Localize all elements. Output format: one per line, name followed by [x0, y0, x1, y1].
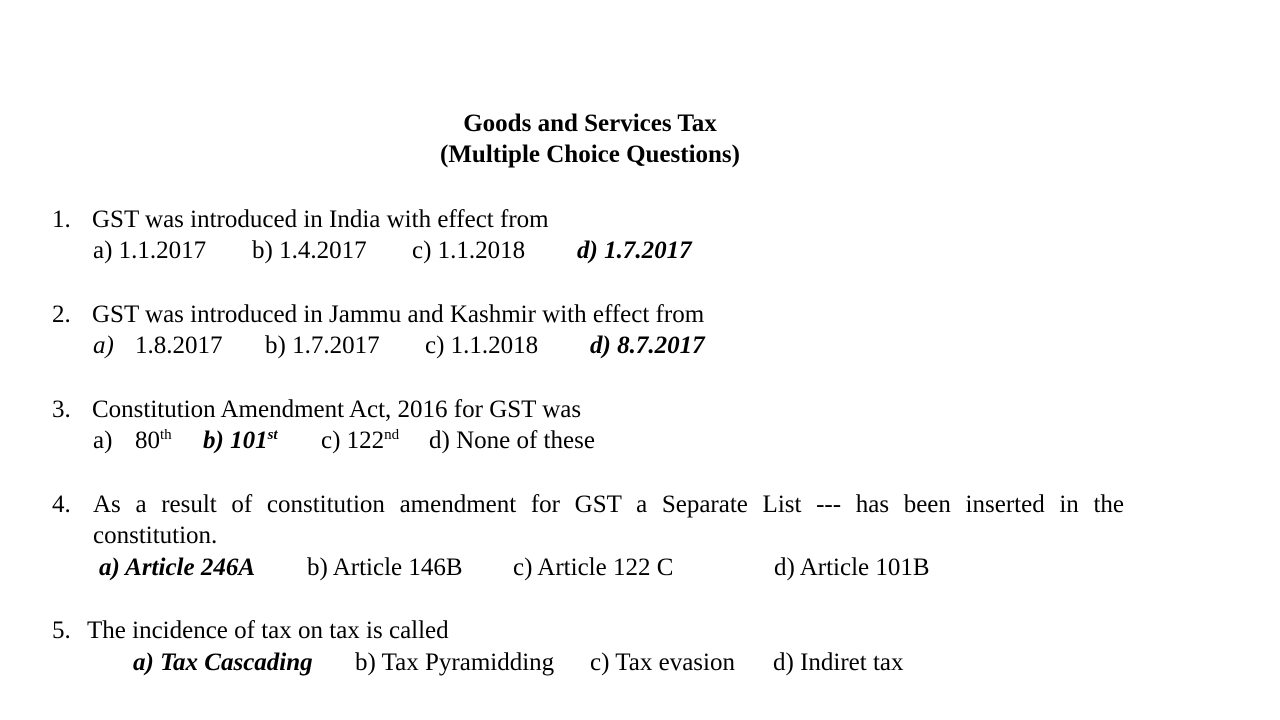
option-d: d) Indiret tax	[773, 649, 904, 676]
question-number: 2.	[52, 301, 71, 328]
option-b: b) Tax Pyramidding	[355, 649, 555, 676]
option-d: d) None of these	[429, 427, 595, 454]
question-1-options	[93, 236, 692, 266]
option-a-correct: a) Article 246A	[99, 554, 256, 581]
question-5-options	[133, 648, 904, 678]
option-a: a) 80th	[93, 427, 172, 454]
option-c: c) Article 122 C	[513, 554, 674, 581]
question-text: Constitution Amendment Act, 2016 for GST was	[92, 396, 582, 423]
option-c: c) 1.1.2018	[412, 237, 526, 264]
question-number: 1.	[52, 206, 71, 233]
option-a: a) 1.1.2017	[93, 237, 207, 264]
option-b: b) 1.7.2017	[265, 332, 380, 359]
option-c: c) 122nd	[321, 427, 400, 454]
question-text: The incidence of tax on tax is called	[87, 617, 449, 644]
option-b: b) Article 146B	[307, 554, 463, 581]
option-d-correct: d) 8.7.2017	[590, 332, 705, 359]
question-text: GST was introduced in India with effect from	[92, 206, 549, 233]
option-b: b) 1.4.2017	[252, 237, 367, 264]
question-number: 3.	[52, 396, 71, 423]
question-1	[52, 205, 549, 235]
question-number: 5.	[52, 617, 71, 644]
option-a: a) 1.8.2017	[93, 332, 223, 359]
question-5	[52, 616, 449, 646]
option-d-correct: d) 1.7.2017	[577, 237, 692, 264]
option-c: c) Tax evasion	[590, 649, 735, 676]
document-title: Goods and Services Tax	[463, 110, 717, 137]
option-b-correct: b) 101st	[203, 427, 278, 454]
question-number: 4.	[52, 491, 71, 518]
question-4-number	[52, 490, 92, 520]
option-c: c) 1.1.2018	[425, 332, 539, 359]
document-subtitle: (Multiple Choice Questions)	[440, 141, 740, 168]
question-4-text-line1: As a result of constitution amendment for GST a Separate List --- has been inserted in the	[93, 491, 1124, 518]
question-2-options	[93, 331, 705, 361]
question-4-text-line2: constitution.	[93, 522, 218, 549]
question-2	[52, 300, 704, 330]
option-a-correct: a) Tax Cascading	[133, 649, 313, 676]
question-4-options	[99, 553, 930, 583]
question-3-options	[93, 426, 595, 459]
option-d: d) Article 101B	[774, 554, 930, 581]
question-text: GST was introduced in Jammu and Kashmir with effect from	[92, 301, 705, 328]
question-3	[52, 395, 581, 425]
